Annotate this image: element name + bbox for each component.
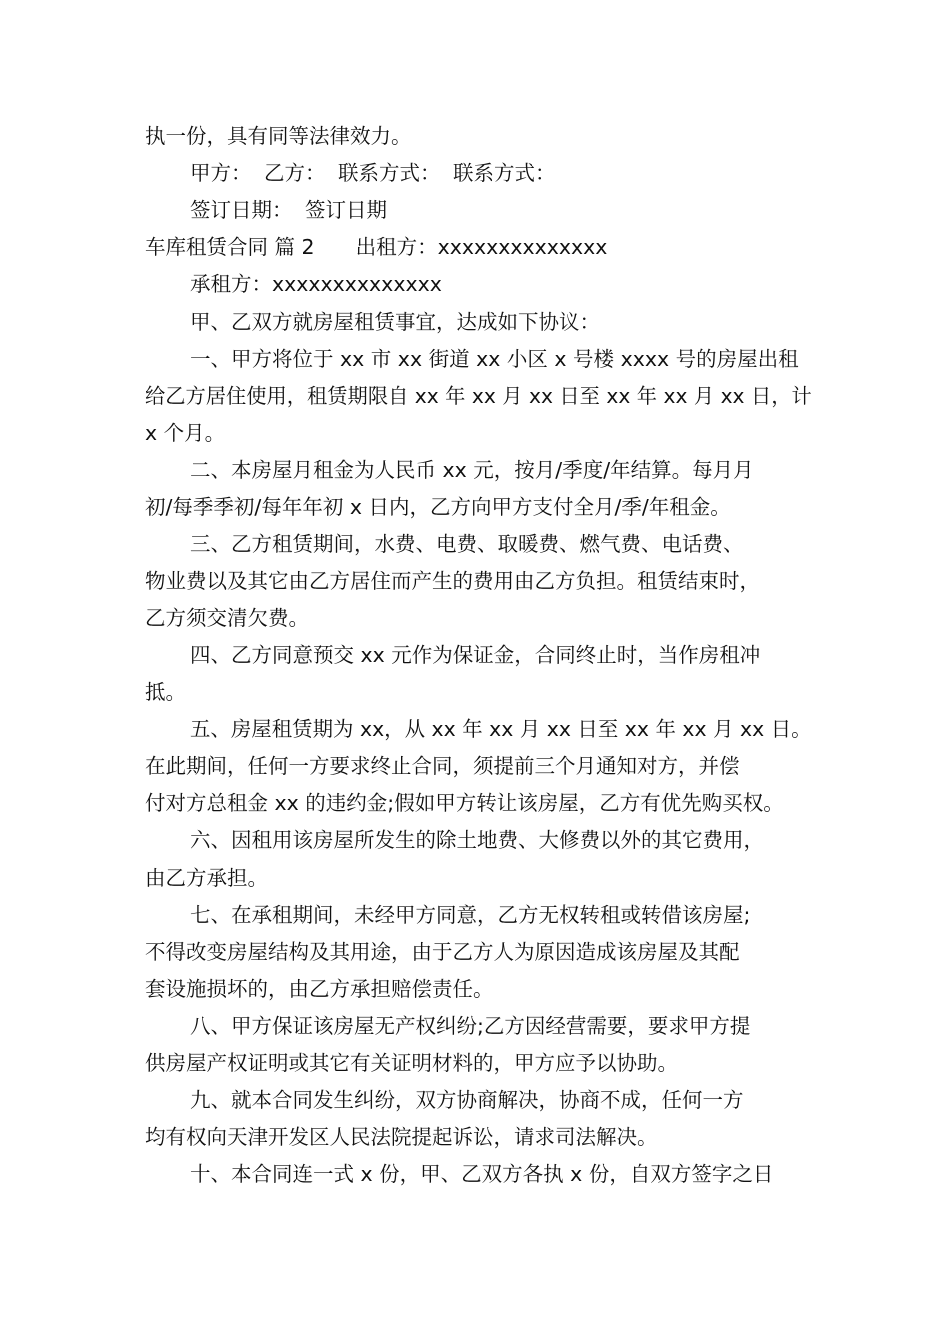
text-line: 承租方：xxxxxxxxxxxxxx: [190, 272, 442, 296]
text-line: 供房屋产权证明或其它有关证明材料的，甲方应予以协助。: [145, 1051, 678, 1075]
text-line: 二、本房屋月租金为人民币 xx 元，按月/季度/年结算。每月月: [190, 458, 754, 482]
text-line: 七、在承租期间，未经甲方同意，乙方无权转租或转借该房屋;: [190, 903, 751, 927]
text-line: 八、甲方保证该房屋无产权纠纷;乙方因经营需要，要求甲方提: [190, 1014, 751, 1038]
text-line: 抵。: [145, 680, 186, 704]
text-line: 签订日期： 签订日期: [190, 198, 388, 222]
text-line: 车库租赁合同 篇 2 出租方：xxxxxxxxxxxxxx: [145, 235, 608, 259]
text-line: 套设施损坏的，由乙方承担赔偿责任。: [145, 977, 494, 1001]
text-line: 物业费以及其它由乙方居住而产生的费用由乙方负担。租赁结束时，: [145, 569, 760, 593]
text-line: x 个月。: [145, 421, 226, 445]
text-line: 六、因租用该房屋所发生的除土地费、大修费以外的其它费用，: [190, 828, 764, 852]
text-line: 三、乙方租赁期间，水费、电费、取暖费、燃气费、电话费、: [190, 532, 744, 556]
text-line: 初/每季季初/每年年初 x 日内，乙方向甲方支付全月/季/年租金。: [145, 495, 731, 519]
text-line: 甲、乙双方就房屋租赁事宜，达成如下协议：: [190, 310, 600, 334]
text-line: 一、甲方将位于 xx 市 xx 街道 xx 小区 x 号楼 xxxx 号的房屋出租: [190, 347, 799, 371]
text-line: 由乙方承担。: [145, 866, 268, 890]
text-line: 给乙方居住使用，租赁期限自 xx 年 xx 月 xx 日至 xx 年 xx 月 xx 日，计: [145, 384, 812, 408]
text-line: 五、房屋租赁期为 xx，从 xx 年 xx 月 xx 日至 xx 年 xx 月 xx 日。: [190, 717, 812, 741]
text-line: 付对方总租金 xx 的违约金;假如甲方转让该房屋，乙方有优先购买权。: [145, 791, 784, 815]
text-line: 甲方： 乙方： 联系方式： 联系方式：: [190, 161, 556, 185]
text-line: 四、乙方同意预交 xx 元作为保证金，合同终止时，当作房租冲: [190, 643, 761, 667]
text-line: 乙方须交清欠费。: [145, 606, 309, 630]
text-line: 九、就本合同发生纠纷，双方协商解决，协商不成，任何一方: [190, 1088, 744, 1112]
text-line: 均有权向天津开发区人民法院提起诉讼，请求司法解决。: [145, 1125, 658, 1149]
text-line: 不得改变房屋结构及其用途，由于乙方人为原因造成该房屋及其配: [145, 940, 740, 964]
text-line: 执一份，具有同等法律效力。: [145, 124, 412, 148]
text-line: 十、本合同连一式 x 份，甲、乙双方各执 x 份，自双方签字之日: [190, 1162, 774, 1186]
text-line: 在此期间，任何一方要求终止合同，须提前三个月通知对方，并偿: [145, 754, 740, 778]
